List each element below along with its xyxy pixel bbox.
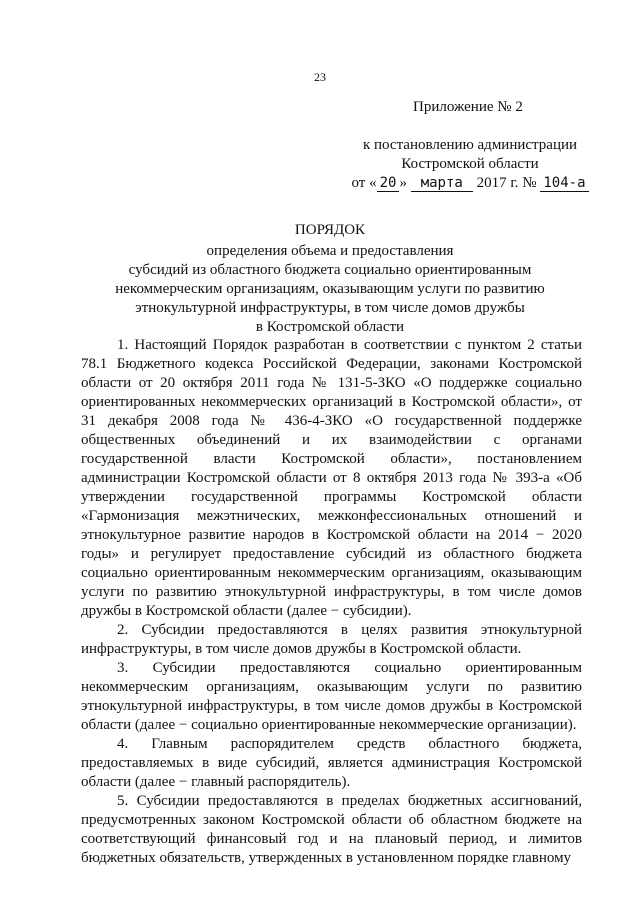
title-main: ПОРЯДОК [294, 222, 366, 238]
decree-line-1: к постановлению администрации [362, 137, 578, 153]
title-subtitle-line: этнокультурной инфраструктуры, в том числе домов дружбы [135, 300, 525, 316]
decree-month: марта [411, 175, 473, 192]
date-prefix: от « [351, 175, 377, 191]
paragraph-2: 2. Субсидии предоставляются в целях развития этнокультурной инфраструктуры, в том числе домов дружбы в Костромской области. [81, 622, 582, 657]
title-subtitle-line: некоммерческим организациям, оказывающим услуги по развитию [115, 281, 545, 297]
title-subtitle-line: определения объема и предоставления [206, 243, 454, 259]
appendix-label: Приложение № 2 [413, 99, 523, 115]
document-title [80, 221, 580, 337]
paragraph-3: 3. Субсидии предоставляются социально ориентированным некоммерческим организациям, оказывающим услуги по развитию этнокультурной инфраструктуры, в том числе домов дружбы в Костромской области (далее − социально ориентированные некоммерческие организации). [81, 660, 582, 733]
page-number: 23 [314, 70, 326, 84]
decree-number: 104-а [540, 175, 588, 192]
title-subtitle-line: в Костромской области [255, 319, 405, 335]
decree-reference [340, 136, 600, 193]
paragraph-4: 4. Главным распорядителем средств областного бюджета, предоставляемых в виде субсидий, является администрация Костромской области (далее − главный распорядитель). [81, 736, 582, 790]
title-subtitle-line: субсидий из областного бюджета социально ориентированным [128, 262, 532, 278]
paragraph-1: 1. Настоящий Порядок разработан в соответствии с пунктом 2 статьи 78.1 Бюджетного кодекса Российской Федерации, законами Костромской области от 20 октября 2011 года № 131-5-ЗКО «О поддержке социально ориентированных некоммерческих организаций в Костромской области», от 31 декабря 2008 года № 436-4-ЗКО «О государственной поддержке общественных объединений и их взаимодействии с органами государственной власти Костромской области», постановлением администрации Костромской области от 8 октября 2013 года № 393-а «Об утверждении государственной программы Костромской области «Гармонизация межэтнических, межконфессиональных отношений и этнокультурное развитие народов в Костромской области на 2014 − 2020 годы» и регулирует предоставление субсидий из областного бюджета социально ориентированным некоммерческим организациям, оказывающим услуги по развитию этнокультурной инфраструктуры, в том числе домов дружбы в Костромской области (далее − субсидии). [81, 337, 582, 619]
decree-day: 20 [377, 175, 400, 192]
decree-year: 2017 г. № [476, 175, 537, 191]
paragraph-5: 5. Субсидии предоставляются в пределах бюджетных ассигнований, предусмотренных законом Костромской области об областном бюджете на соответствующий финансовый год и на плановый период, и лимитов бюджетных обязательств, утвержденных в установленном порядке главному [81, 793, 582, 866]
date-mid: » [399, 175, 407, 191]
decree-date-line [340, 174, 600, 193]
document-body [81, 336, 582, 868]
decree-line-2: Костромской области [401, 156, 539, 172]
